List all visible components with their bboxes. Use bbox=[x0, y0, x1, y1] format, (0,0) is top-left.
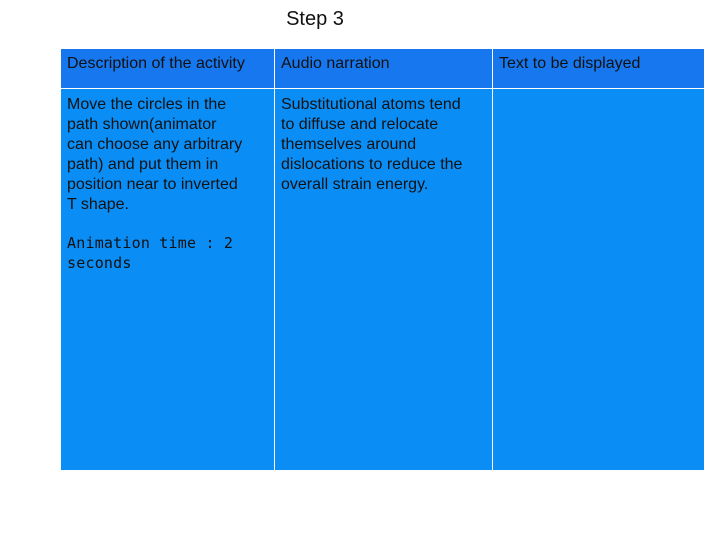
header-description-label: Description of the activity bbox=[67, 55, 245, 72]
table-header-row bbox=[61, 49, 705, 89]
cell-text-displayed bbox=[493, 89, 705, 471]
table-row bbox=[61, 89, 705, 471]
header-audio-narration-label: Audio narration bbox=[281, 55, 390, 72]
animation-time-text: Animation time : 2 seconds bbox=[67, 234, 234, 272]
header-text-displayed-label: Text to be displayed bbox=[499, 55, 641, 72]
text-displayed-text bbox=[493, 89, 704, 95]
header-description bbox=[61, 49, 275, 89]
header-text-displayed bbox=[493, 49, 705, 89]
cell-description bbox=[61, 89, 275, 471]
header-audio-narration bbox=[275, 49, 493, 89]
slide-title: Step 3 bbox=[286, 8, 344, 30]
storyboard-table bbox=[60, 48, 705, 471]
cell-audio-narration bbox=[275, 89, 493, 471]
audio-narration-text: Substitutional atoms tend to diffuse and relocate themselves around dislocations to reduce the overall strain energy. bbox=[281, 96, 463, 193]
description-text: Move the circles in the path shown(animator can choose any arbitrary path) and put them in position near to inverted T shape. bbox=[67, 96, 243, 213]
